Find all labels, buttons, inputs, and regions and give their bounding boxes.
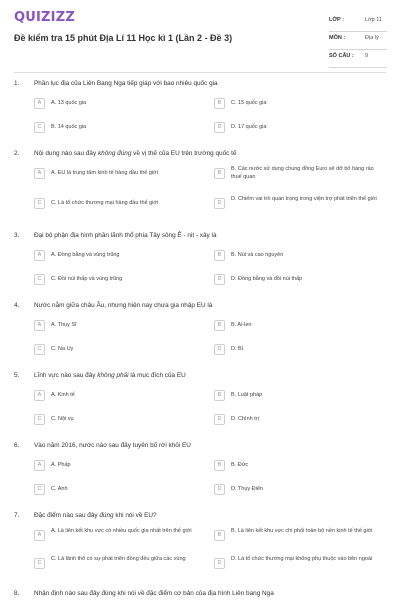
option-text: B. Là liên kết khu vực chi phối toàn bộ nền kinh tế thế giới	[231, 528, 373, 534]
option-text: D. Thụy Điển	[231, 486, 263, 492]
option-c[interactable]	[34, 340, 196, 360]
option-letter-box: D	[214, 484, 225, 495]
option-letter-box: D	[214, 558, 225, 569]
question-number: 2.	[14, 150, 20, 157]
meta-class-label: LỚP :	[329, 17, 344, 23]
option-b[interactable]	[214, 246, 376, 266]
option-letter-box: B	[214, 98, 225, 109]
option-text: B. Các nước sử dụng chung đồng Euro sẽ dỡ bỏ hàng rào thuế quan	[231, 166, 374, 180]
options-grid	[34, 526, 388, 578]
option-letter-box: A	[34, 98, 45, 109]
option-letter-box: A	[34, 320, 45, 331]
option-letter-box: D	[214, 414, 225, 425]
option-text: B. Ai-len	[231, 322, 252, 328]
emphasis-text: đúng	[99, 512, 114, 519]
question-text: Nước nằm giữa châu Âu, nhưng hiện nay chưa gia nhập EU là	[34, 302, 213, 309]
meta-count-row	[329, 50, 387, 68]
option-letter-box: A	[34, 460, 45, 471]
option-c[interactable]	[34, 410, 196, 430]
meta-count-label: SỐ CÂU :	[329, 53, 354, 59]
option-letter-box: A	[34, 390, 45, 401]
option-a[interactable]	[34, 526, 196, 546]
meta-count-value: 9	[365, 53, 369, 59]
options-grid	[34, 246, 388, 294]
option-text: C. 15 quốc gia	[231, 100, 267, 106]
option-d[interactable]	[214, 194, 376, 214]
option-c[interactable]	[214, 94, 376, 114]
option-b[interactable]	[214, 316, 376, 336]
question-text: Lĩnh vực nào sau đây không phải là mục đích của EU	[34, 372, 186, 379]
option-letter-box: A	[34, 530, 45, 541]
option-text: B. 14 quốc gia	[51, 124, 87, 130]
option-b[interactable]	[214, 164, 376, 184]
option-a[interactable]	[34, 164, 196, 184]
option-letter-box: C	[34, 484, 45, 495]
option-text: A. Là liên kết khu vực có nhiều quốc gia nhất trên thế giới	[51, 528, 192, 534]
option-letter-box: B	[214, 320, 225, 331]
option-b[interactable]	[214, 526, 376, 546]
option-d[interactable]	[214, 118, 376, 138]
option-text: C. Nội vụ	[51, 416, 74, 422]
emphasis-text: không đúng	[97, 150, 132, 157]
meta-subject-row	[329, 32, 387, 50]
options-grid	[34, 164, 388, 218]
meta-class-row	[329, 14, 387, 32]
question-number: 1.	[14, 80, 20, 87]
option-d[interactable]	[214, 270, 376, 290]
option-letter-box: C	[34, 198, 45, 209]
option-text: D. Chiếm vai trò quan trọng trong viện trợ phát triển thế giới	[231, 196, 377, 202]
question-text: Phần lục địa của Liên Bang Nga tiếp giáp với bao nhiêu quốc gia	[34, 80, 218, 87]
option-b[interactable]	[214, 456, 376, 476]
option-a[interactable]	[34, 94, 196, 114]
question-text: Vào năm 2016, nước nào sau đây tuyên bố rời khỏi EU	[34, 442, 191, 449]
options-grid	[34, 316, 388, 364]
option-text: D. Chính trị	[231, 416, 259, 422]
option-letter-box: B	[214, 530, 225, 541]
question-number: 3.	[14, 232, 20, 239]
option-text: C. Đồi núi thấp và vùng trũng	[51, 276, 123, 282]
option-a[interactable]	[34, 246, 196, 266]
option-text: B. Núi và cao nguyên	[231, 252, 284, 258]
question-text: Nội dung nào sau đây không đúng về vị thế của EU trên trường quốc tế	[34, 150, 237, 157]
option-text: A. Đồng bằng và vùng trũng	[51, 252, 120, 258]
option-letter-box: D	[214, 344, 225, 355]
options-grid	[34, 386, 388, 434]
meta-panel	[329, 14, 387, 68]
question-number: 4.	[14, 302, 20, 309]
meta-class-value: Lớp 11	[365, 17, 382, 23]
brand-logo: QUIZIZZ	[14, 10, 75, 25]
question-text: Nhận định nào sau đây đúng khi nói về đặc điểm cơ bản của địa hình Liên bang Nga	[34, 590, 274, 597]
option-letter-box: A	[34, 168, 45, 179]
option-letter-box: D	[214, 198, 225, 209]
option-text: A. Kinh tế	[51, 392, 75, 398]
option-text: C. Na Uy	[51, 346, 74, 352]
option-text: D. Là tổ chức thương mại không phụ thuộc vào bên ngoài	[231, 556, 373, 562]
question-number: 8.	[14, 590, 20, 597]
option-b[interactable]	[34, 118, 196, 138]
options-grid	[34, 456, 388, 504]
question-number: 5.	[14, 372, 20, 379]
option-letter-box: B	[214, 250, 225, 261]
option-letter-box: C	[34, 558, 45, 569]
option-text: D. Bỉ	[231, 346, 243, 352]
option-text: C. Anh	[51, 486, 68, 492]
option-letter-box: B	[214, 168, 225, 179]
question-text: Đại bộ phận địa hình phần lãnh thổ phía Tây sông Ê - nit - xây là	[34, 232, 217, 239]
option-text: C. Là tổ chức thương mại hàng đầu thế giới	[51, 200, 159, 206]
option-letter-box: A	[34, 250, 45, 261]
question-number: 6.	[14, 442, 20, 449]
option-text: B. Đức	[231, 462, 249, 468]
option-b[interactable]	[214, 386, 376, 406]
option-d[interactable]	[214, 554, 376, 574]
option-letter-box: D	[214, 274, 225, 285]
option-d[interactable]	[214, 410, 376, 430]
option-letter-box: B	[214, 460, 225, 471]
option-a[interactable]	[34, 316, 196, 336]
option-letter-box: C	[34, 122, 45, 133]
option-text: D. 17 quốc gia	[231, 124, 267, 130]
option-c[interactable]	[34, 480, 196, 500]
option-text: C. Là lãnh thổ có sự phát triển đồng đều giữa các vùng	[51, 556, 186, 562]
option-c[interactable]	[34, 270, 196, 290]
option-text: D. Đồng bằng và đồi núi thấp	[231, 276, 303, 282]
option-c[interactable]	[34, 554, 196, 574]
header-divider	[14, 72, 386, 73]
option-text: A. Thụy Sĩ	[51, 322, 77, 328]
meta-subject-label: MÔN :	[329, 35, 346, 41]
option-c[interactable]	[34, 194, 196, 214]
options-grid	[34, 94, 388, 142]
option-text: B. Luật pháp	[231, 392, 263, 398]
meta-subject-value: Địa lý	[365, 35, 379, 41]
option-letter-box: C	[34, 274, 45, 285]
option-letter-box: D	[214, 122, 225, 133]
option-d[interactable]	[214, 340, 376, 360]
option-d[interactable]	[214, 480, 376, 500]
question-text: Đặc điểm nào sau đây đúng khi nói về EU?	[34, 512, 157, 519]
page-title: Đề kiểm tra 15 phút Địa Lí 11 Học kì 1 (Lần 2 - Đề 3)	[14, 33, 233, 43]
option-text: A. Pháp	[51, 462, 71, 468]
option-text: A. EU là trung tâm kinh tế hàng đầu thế giới	[51, 170, 158, 176]
option-letter-box: B	[214, 390, 225, 401]
option-a[interactable]	[34, 456, 196, 476]
option-letter-box: C	[34, 414, 45, 425]
question-number: 7.	[14, 512, 20, 519]
option-letter-box: C	[34, 344, 45, 355]
option-text: A. 13 quốc gia	[51, 100, 87, 106]
option-a[interactable]	[34, 386, 196, 406]
worksheet-header	[0, 0, 400, 70]
emphasis-text: không phải	[97, 372, 129, 379]
